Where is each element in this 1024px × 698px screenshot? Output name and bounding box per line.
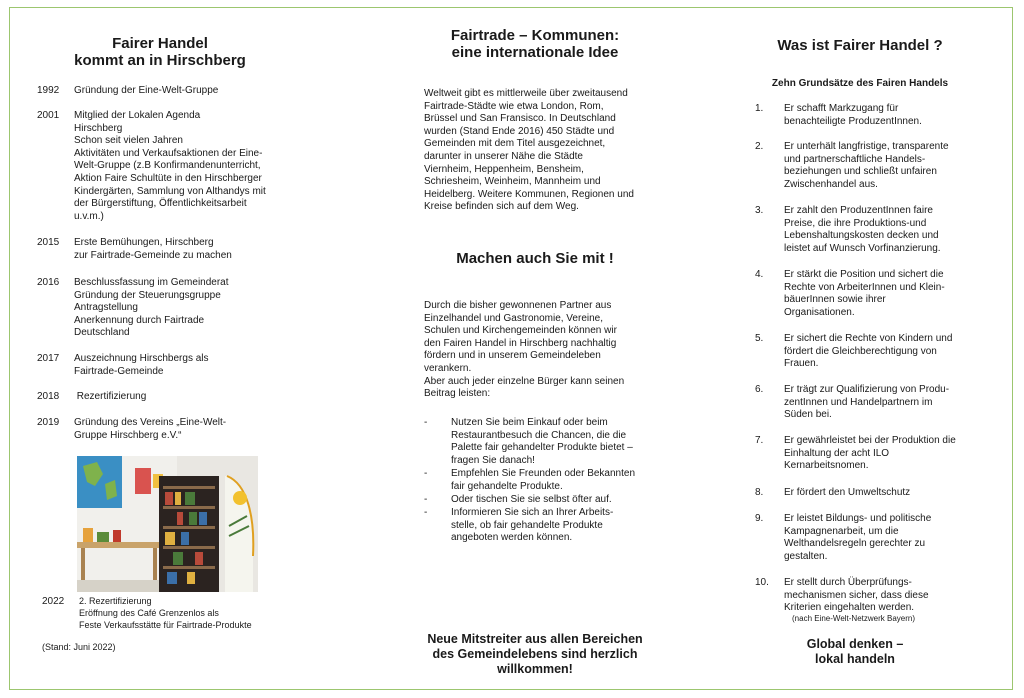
text-line: Weltweit gibt es mittlerweile über zweitausend [424,88,628,99]
text-line: Er fördert den Umweltschutz [784,487,911,498]
entry-line: Hirschberg [74,122,123,134]
text-line: stelle, ob fair gehandelte Produkte [451,519,603,531]
entry-line: Auszeichnung Hirschbergs als [74,353,209,364]
principle-text [784,577,969,615]
entry-line: 2. Rezertifizierung [79,596,152,606]
entry-line: u.v.m.) [74,210,104,222]
text-line: benachteiligte ProduzentInnen. [784,115,922,127]
entry-line: Gruppe Hirschberg e.V.“ [74,429,182,441]
text-line: Gemeinden mit dem Titel ausgezeichnet, [424,138,606,150]
principle-text [784,384,969,422]
year-label: 2022 [42,596,65,607]
text-line: zentInnen und Handelpartnern im [784,396,933,408]
year-label: 2019 [37,417,60,428]
entry-line: Antragstellung [74,302,138,314]
text-line: bäuerInnen sowie ihrer [784,294,886,306]
text-line: den Fairen Handel in Hirschberg nachhaltig [424,337,617,349]
principle-text [784,103,969,128]
principle-text [784,513,969,563]
tip-text [451,468,651,493]
tip-text [451,417,651,467]
text-line: Oder tischen Sie sie selbst öfter auf. [451,494,612,505]
text-line: fragen Sie danach! [451,454,535,466]
entry-text [74,353,279,378]
entry-line: Schon seit vielen Jahren [74,135,183,147]
entry-line: Welt-Gruppe (z.B Konfirmandenunterricht, [74,160,261,172]
entry-line: Anerkennung durch Fairtrade [74,314,205,326]
text-line: Er unterhält langfristige, transparente [784,141,949,152]
text-line: Kriterien eingehalten werden. [784,602,915,614]
principle-text [784,333,969,371]
text-line: Einhaltung der acht ILO [784,447,890,459]
call-to-action-heading: Machen auch Sie mit ! [456,250,614,267]
entry-line: Gründung der Steuerungsgruppe [74,289,221,301]
entry-line: Fairtrade-Gemeinde [74,365,164,377]
text-line: Frauen. [784,358,819,370]
left-title-line-2: kommt an in Hirschberg [74,52,246,69]
text-line: Heidelberg. Weitere Kommunen, Regionen und [424,188,634,200]
entry-line: Beschlussfassung im Gemeinderat [74,277,229,288]
text-line: Viernheim, Heppenheim, Bensheim, [424,163,584,175]
principles-subtitle: Zehn Grundsätze des Fairen Handels [771,78,949,89]
closing-line: Neue Mitstreiter aus allen Bereichen [427,632,643,646]
cafe-photo-illustration [77,456,258,592]
text-line: Er zahlt den ProduzentInnen faire [784,205,933,216]
text-line: Er schafft Markzugang für [784,103,899,114]
text-line: Er trägt zur Qualifizierung von Produ- [784,384,950,395]
text-line: wurden (Stand Ende 2016) 450 Städte und [424,125,615,137]
principles-list [755,103,985,633]
principle-number: 2. [755,141,764,152]
text-line: mechanismen sicher, dass diese [784,589,929,601]
principle-text [784,141,969,191]
principle-number: 10. [755,577,769,588]
principle-text [784,269,969,319]
text-line: Er stellt durch Überprüfungs- [784,577,912,588]
entry-line: Gründung der Eine-Welt-Gruppe [74,85,219,96]
year-label: 2016 [37,277,60,288]
tip-text [451,507,651,545]
slogan-line: Global denken – [806,637,904,651]
text-line: Einzelhandel und Gastronomie, Vereine, [424,312,604,324]
text-line: Aber auch jeder einzelne Bürger kann seinen [424,375,625,387]
middle-title-line-2: eine internationale Idee [451,44,619,61]
right-title: Was ist Fairer Handel ? [777,37,943,54]
principle-number: 8. [755,487,764,498]
closing-line: des Gemeindelebens sind herzlich [432,647,638,661]
text-line: gestalten. [784,550,828,562]
text-line: darunter in unserer Nähe die Städte [424,150,583,162]
text-line: Welthandelsregeln gerechter zu [784,538,926,550]
entry-line: Erste Bemühungen, Hirschberg [74,237,214,248]
entry-line: der Bürgerstiftung, Öffentlichkeitsarbeit [74,198,247,210]
entry-line: Kindergärten, Sammlung von Althandys mit [74,185,266,197]
text-line: Durch die bisher gewonnenen Partner aus [424,300,612,311]
text-line: Schulen und Kirchengemeinden können wir [424,325,617,337]
source-note: (nach Eine-Welt-Netzwerk Bayern) [792,614,916,623]
cafe-photo [77,456,258,592]
text-line: Zwischenhandel aus. [784,178,878,190]
principle-number: 5. [755,333,764,344]
text-line: Palette fair gehandelter Produkte bietet – [451,442,633,454]
entry-line: Feste Verkaufsstätte für Fairtrade-Produkte [79,619,252,630]
text-line: beziehungen und schließt unfairen [784,166,937,178]
entry-line: Mitglied der Lokalen Agenda [74,110,201,121]
entry-text [74,417,279,442]
text-line: angeboten werden können. [451,532,573,544]
tips-list [424,417,664,547]
text-line: fair gehandelte Produkte. [451,480,563,492]
text-line: Fairtrade-Städte wie etwa London, Rom, [424,100,604,112]
text-line: Er gewährleistet bei der Produktion die [784,435,956,446]
text-line: Organisationen. [784,306,855,318]
slogan [770,637,940,667]
entry-text [74,85,279,98]
text-line: Kernarbeitsnomen. [784,460,869,472]
text-line: Er stärkt die Position und sichert die [784,269,944,280]
entry-text [74,110,279,223]
entry-text [74,391,279,404]
entry-text [79,596,304,631]
closing-invitation [400,632,670,677]
year-label: 2001 [37,110,60,121]
bullet-marker: - [424,507,428,518]
closing-line: willkommen! [497,662,573,676]
entry-text [74,237,279,262]
text-line: fördern und in unserem Gemeindeleben [424,350,601,362]
text-line: leistet auf Wunsch Vorfinanzierung. [784,242,941,254]
principle-number: 7. [755,435,764,446]
principle-text [784,205,969,255]
principle-text [784,435,969,473]
left-title [60,35,260,69]
text-line: Informieren Sie sich an Ihrer Arbeits- [451,507,614,518]
middle-title-line-1: Fairtrade – Kommunen: [450,27,620,44]
entry-line: Aktivitäten und Verkaufsaktionen der Eine- [74,147,263,159]
bullet-marker: - [424,468,428,479]
timeline [37,85,287,445]
text-line: Beitrag leisten: [424,388,491,400]
bullet-marker: - [424,417,428,428]
text-line: Süden bei. [784,409,832,421]
text-line: Nutzen Sie beim Einkauf oder beim [451,417,608,428]
principle-number: 6. [755,384,764,395]
entry-text [74,277,279,340]
participation-paragraph [424,300,664,401]
text-line: Kampagnenarbeit, um die [784,525,899,537]
entry-line: Aktion Faire Schultüte in den Hirschberger [74,172,262,184]
slogan-line: lokal handeln [815,652,895,666]
text-line: Restaurantbesuch die Chancen, die die [451,429,627,441]
text-line: Preise, die ihre Produktions-und [784,217,927,229]
principle-number: 1. [755,103,764,114]
text-line: Lebenshaltungskosten decken und [784,230,939,242]
text-line: verankern. [424,362,472,374]
year-label: 2017 [37,353,60,364]
stand-date: (Stand: Juni 2022) [42,642,116,652]
year-label: 2015 [37,237,60,248]
text-line: Er leistet Bildungs- und politische [784,513,932,524]
text-line: und partnerschaftliche Handels- [784,153,926,165]
entry-line: zur Fairtrade-Gemeinde zu machen [74,249,232,261]
text-line: Schriesheim, Weinheim, Mannheim und [424,176,601,188]
entry-line: Deutschland [74,327,130,339]
middle-title [405,27,665,61]
text-line: Kreise befinden sich auf dem Weg. [424,201,579,213]
text-line: Empfehlen Sie Freunden oder Bekannten [451,468,636,479]
text-line: Brüssel und San Fransisco. In Deutschland [424,113,616,125]
year-label: 1992 [37,85,60,96]
bullet-marker: - [424,494,428,505]
text-line: Rechte von ArbeiterInnen und Klein- [784,281,945,293]
entry-line: Eröffnung des Café Grenzenlos als [79,607,219,618]
principle-text [784,487,969,500]
entry-line: Gründung des Vereins „Eine-Welt- [74,417,227,428]
entry-line: Rezertifizierung [74,391,147,402]
text-line: fördert die Gleichberechtigung von [784,345,937,357]
tip-text [451,494,651,507]
principle-number: 4. [755,269,764,280]
principle-number: 3. [755,205,764,216]
year-label: 2018 [37,391,60,402]
text-line: Er sichert die Rechte von Kindern und [784,333,953,344]
principle-number: 9. [755,513,764,524]
intro-paragraph [424,88,664,214]
left-title-line-1: Fairer Handel [112,35,208,52]
